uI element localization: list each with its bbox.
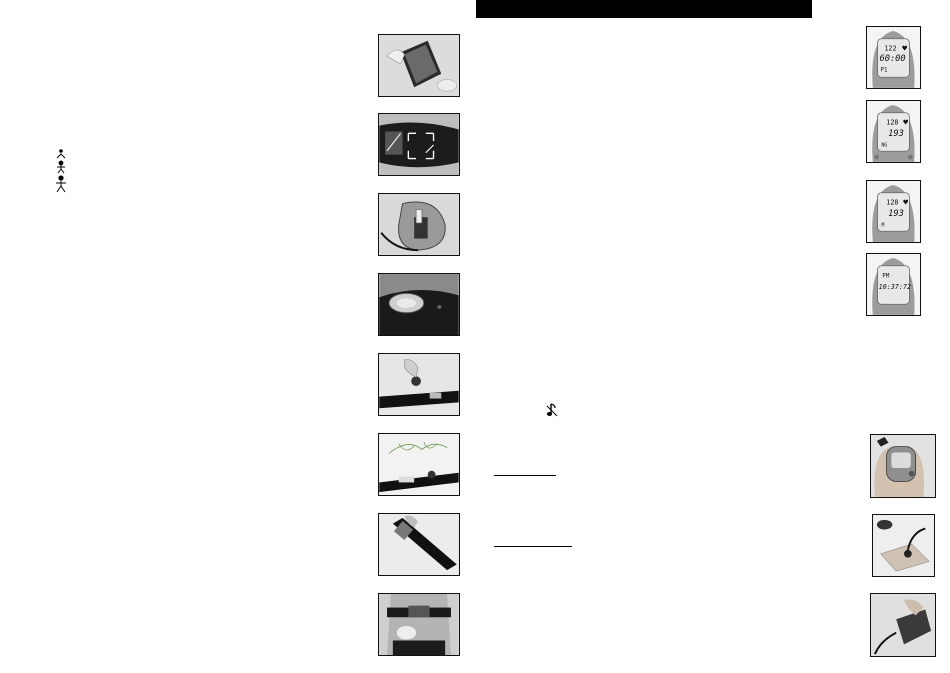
readout-1b: 60:00 [879, 53, 906, 64]
strap-on-chest-photo [378, 593, 460, 656]
readout-4a: PM [882, 273, 890, 280]
section-header-bar [476, 0, 812, 18]
readout-4b: 10:37:72 [878, 282, 912, 291]
strap-electrode-placement-photo [378, 113, 460, 176]
heart-icon: ♥ [902, 118, 909, 127]
readout-1c: P1 [880, 67, 888, 74]
transmitter-battery-photo [378, 193, 460, 256]
readout-3a: 128 [886, 198, 899, 207]
user-figures-icon [54, 148, 68, 198]
transmitter-closeup-photo [378, 273, 460, 336]
readout-2a: 128 [886, 118, 899, 127]
cable-electrode-pad-photo [872, 514, 935, 577]
electrode-pad-peel-photo [378, 34, 460, 97]
readout-3b: 193 [888, 208, 904, 219]
readout-2b: 193 [888, 128, 904, 139]
strap-snap-attach-photo [378, 353, 460, 416]
readout-3c: M [881, 223, 885, 229]
heart-icon: ♥ [901, 44, 908, 53]
display-screen-4 [866, 253, 921, 316]
section-underline-1 [494, 475, 556, 476]
strap-moisten-photo [378, 433, 460, 496]
section-underline-2 [494, 546, 572, 547]
display-screen-2 [866, 100, 921, 163]
unit-in-hand-photo [870, 434, 936, 498]
display-screen-3 [866, 180, 921, 243]
readout-1a: 122 [884, 44, 897, 53]
readout-2c: NG [881, 143, 888, 149]
strap-adjust-photo [378, 513, 460, 576]
electrode-connector-photo [870, 593, 936, 657]
heart-icon: ♥ [902, 198, 909, 207]
beep-off-icon [546, 402, 558, 421]
display-screen-1 [866, 26, 921, 89]
